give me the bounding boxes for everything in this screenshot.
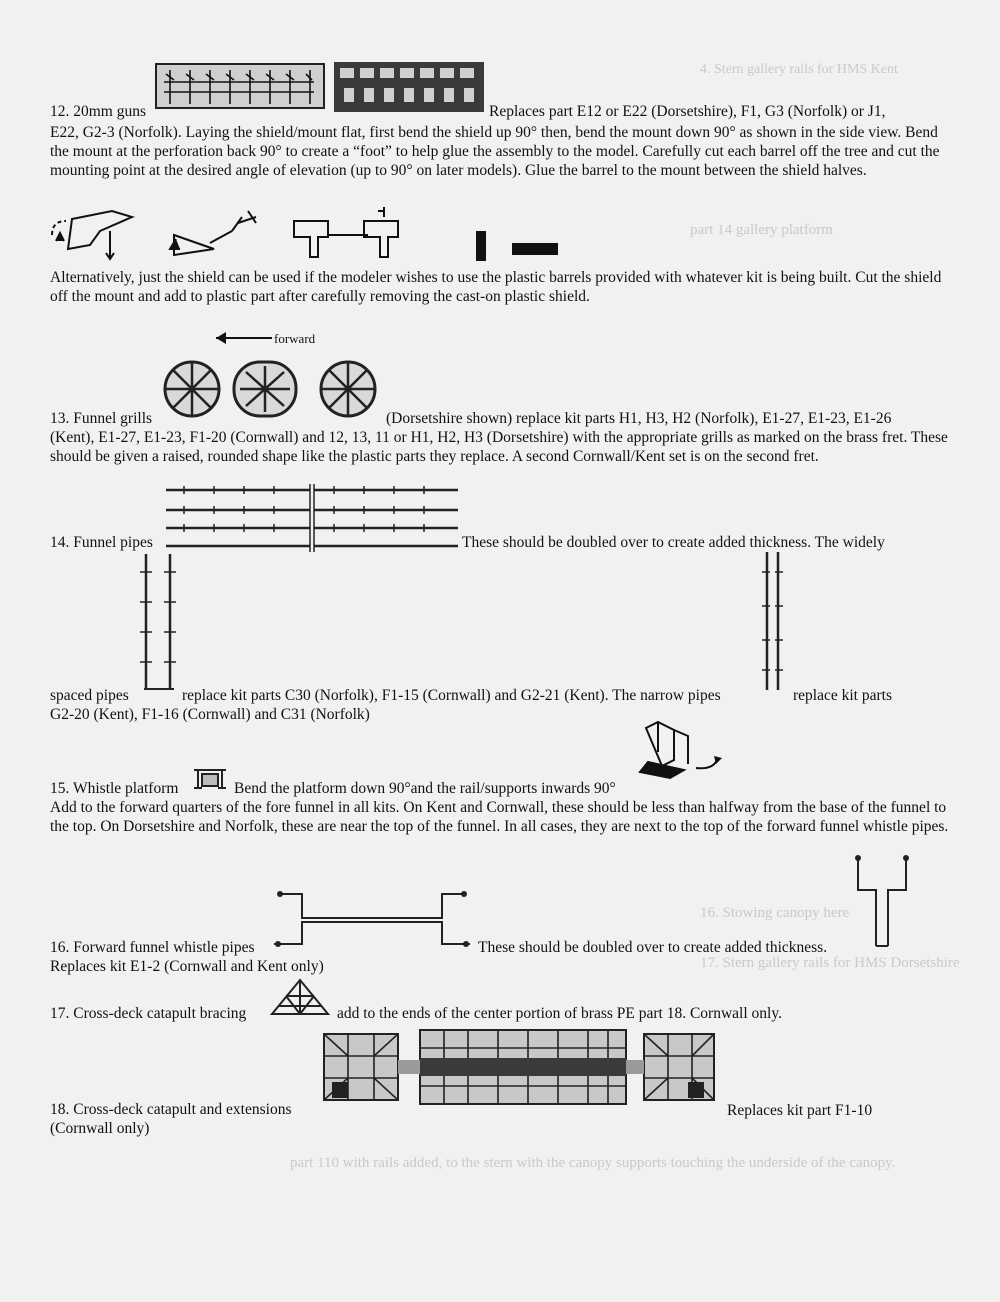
section-12-body: E22, G2-3 (Norfolk). Laying the shield/mount flat, first bend the shield up 90° then, bend the mount down 90° as shown in the side view. Bend the mount at the perforation back 90° to create a “foot” to help glue the assembly to the model. Carefully cut each barrel off the tree and cut the mounting point at the desired angle of elevation (up to 90° on later models). Glue the barrel to the mount between the shield halves. [50,124,940,180]
wide-pipes-label: spaced pipes [50,687,129,704]
section-16-title: 16. Forward funnel whistle pipes [50,939,255,956]
gun-bending-steps-diagram [48,205,568,267]
catapult-bracing-image [268,976,332,1018]
section-14-line3: G2-20 (Kent), F1-16 (Cornwall) and C31 (Norfolk) [50,706,370,723]
wide-pipes-image [136,552,182,692]
whistle-platform-bend-diagram [640,720,730,782]
section-15-line1: Bend the platform down 90°and the rail/supports inwards 90° [234,780,616,797]
section-16-line1: These should be doubled over to create added thickness. [478,939,828,956]
section-12-line1: Replaces part E12 or E22 (Dorsetshire), F1, G3 (Norfolk) or J1, [489,103,886,120]
section-14-replace-label: replace kit parts [793,687,892,704]
catapult-extensions-image [318,1028,718,1106]
section-18-title: 18. Cross-deck catapult and extensions [50,1101,292,1118]
section-18-replaces: Replaces kit part F1-10 [727,1102,873,1119]
section-18-line2: (Cornwall only) [50,1120,150,1137]
whistle-platform-image [190,764,230,794]
section-14-title: 14. Funnel pipes [50,534,153,551]
narrow-pipes-image [758,550,788,692]
funnel-grills-image [162,358,380,420]
whistle-pipe-side-view [852,852,912,950]
section-13-title: 13. Funnel grills [50,410,153,427]
section-16-line2: Replaces kit E1-2 (Cornwall and Kent only) [50,958,324,975]
funnel-pipes-horizontal-image [164,482,460,552]
section-14-line1: These should be doubled over to create added thickness. The widely [462,534,885,551]
section-17-title: 17. Cross-deck catapult bracing [50,1005,247,1022]
section-15-title: 15. Whistle platform [50,780,179,797]
section-15-body: Add to the forward quarters of the fore funnel in all kits. On Kent and Cornwall, these should be less than halfway from the base of the funnel to the top. On Dorsetshire and Norfolk, these are near the top of the funnel. In all cases, they are next to the top of the forward funnel whistle pipes. [50,799,949,836]
section-13-line1: (Dorsetshire shown) replace kit parts H1, H3, H2 (Norfolk), E1-27, E1-23, E1-26 [386,410,892,427]
section-13-body: (Kent), E1-27, E1-23, F1-20 (Cornwall) and 12, 13, 11 or H1, H2, H3 (Dorsetshire) with the appropriate grills as marked on the brass fret. These should be given a raised, rounded shape like the plastic parts they replace. A second Cornwall/Kent set is on the second fret. [50,429,948,466]
forward-arrow [214,331,274,345]
forward-label: forward [274,331,316,346]
gun-fret-image [156,62,486,112]
section-12-alt: Alternatively, just the shield can be used if the modeler wishes to use the plastic barrels provided with whatever kit is being built. Cut the shield off the mount and add to plastic part after carefully removing the cast-on plastic shield. [50,269,942,306]
whistle-pipes-image [272,888,472,952]
section-12-title: 12. 20mm guns [50,103,147,120]
instruction-page: 4. Stern gallery rails for HMS Kent part 14 gallery platform 16. Stowing canopy here 17. Stern gallery rails for HMS Dorsetshire part 110 with rails added, to the stern with the canopy supports touching the underside of the canopy. 12. 20mm guns Replaces part E12 or E22 (Dorsetshire), F1, G3 (Norfolk) or J1, E22, G2-3 (Norfolk). Laying the shield/mount flat, first bend the shield up 90° then, bend the mount down 90° as shown in the side view. Bend the mount at the perforation back 90° to create a “foot” to help glue the assembly to the model. Carefully cut each barrel off the tree and cut the mounting point at the desired angle of elevation (up to 90° on later models). Glue the barrel to the mount between the shield halves. Alternatively, just the shield can be used if the modeler wishes to use the plastic barrels provided with whatever kit is being built. Cut the shield off the mount and add to plastic part after carefully removing the cast-on plastic shield. forward 13. Funnel grills (Dorsetshire shown) replace kit parts H1, H3, H2 (Norfolk), E1-27, E1-23, E1-26 (Kent), E1-27, E1-23, F1-20 (Cornwall) and 12, 13, 11 or H1, H2, H3 (Dorsetshire) with the appropriate grills as marked on the brass fret. These should be given a raised, rounded shape like the plastic parts they replace. A second Cornwall/Kent set is on the second fret. 14. Funnel pipes These should be doubled over to create added thickness. The widely spaced pipes replace kit parts C30 (Norfolk), F1-15 (Cornwall) and G2-21 (Kent). The narrow pipes replace kit parts G2-20 (Kent), F1-16 (Cornwall) and C31 (Norfolk) 15. Whistle platform Bend the platform down 90°and the rail/supports inwards 90° Add to the forward quarters of the fore funnel in all kits. On Kent and Cornwall, these should be less than halfway from the base of the funnel to the top. On Dorsetshire and Norfolk, these are near the top of the funnel. In all cases, they are next to the top of the forward funnel whistle pipes. 16. Forward funnel whistle pipes These should be doubled over to create added thickness. Replaces kit E1-2 (Cornwall and Kent only) 17. Cross-deck catapult bracing add to the ends of the center portion of brass PE part 18. Cornwall only. 18. Cross-deck catapult and extensions Replaces kit part F1-10 (Cornwall only) [50,62,960,1171]
section-17-line1: add to the ends of the center portion of brass PE part 18. Cornwall only. [337,1005,782,1022]
section-14-line2: replace kit parts C30 (Norfolk), F1-15 (Cornwall) and G2-21 (Kent). The narrow pipes [182,687,721,704]
